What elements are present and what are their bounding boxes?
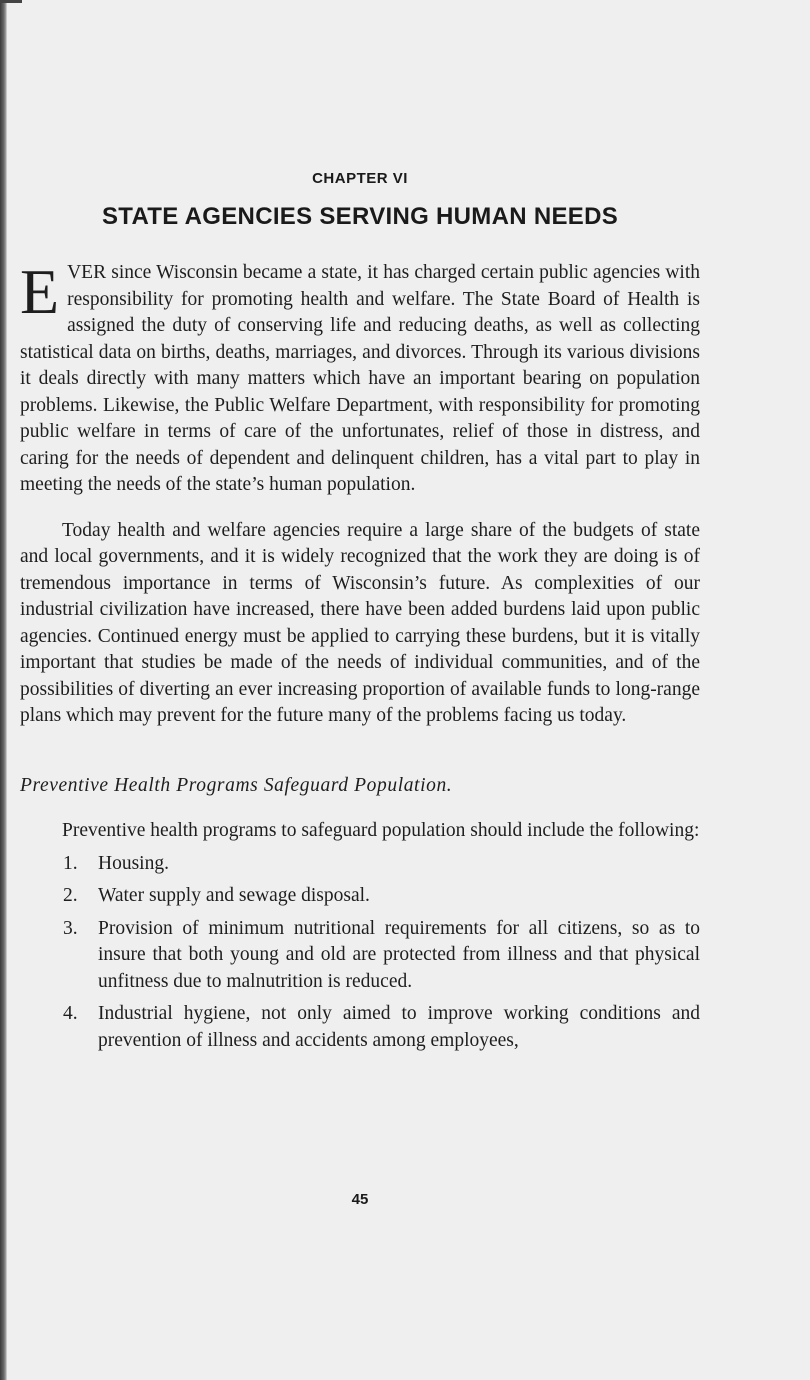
list-item-number: 4. [63,1003,78,1024]
page-number: 45 [351,1191,369,1208]
section-heading: Preventive Health Programs Safeguard Population. [20,774,453,796]
list-item [20,883,700,910]
numbered-list [20,851,700,1055]
list-item-number: 1. [63,852,78,874]
paragraph-1 [20,256,700,499]
list-item-number: 3. [63,917,78,939]
chapter-title: STATE AGENCIES SERVING HUMAN NEEDS [101,203,619,230]
chapter-label: CHAPTER VI [312,170,408,187]
list-item-number: 2. [63,885,78,906]
paragraph-2: Today health and welfare agencies require a large share of the budgets of state and local governments, and it is widely recognized that the work they are doing is of tremendous importance in terms of Wisconsin’s future. As complexities of our industrial civilization have increased, there have been added burdens laid upon public agencies. Continued energy must be applied to carrying these burdens, but it is vitally important that studies be made of the needs of individual communities, and of the possibilities of diverting an ever increasing proportion of available funds to long-range plans which may prevent for the future many of the problems facing us today. [20,519,700,726]
list-item [20,916,700,996]
binding-edge [0,0,7,1380]
list-item [20,1001,700,1054]
body-text [20,256,700,1054]
list-item [20,851,700,878]
list-item-text: Water supply and sewage disposal. [98,885,370,906]
book-page [20,0,700,1380]
list-item-text: Housing. [98,852,169,874]
list-item-text: Provision of minimum nutritional requirements for all citizens, so as to insure that both young and old are protected from illness and that physical unfitness due to malnutrition is reduced. [98,917,700,992]
binding-edge-top [0,0,22,3]
paragraph-1-text: VER since Wisconsin became a state, it has charged certain public agencies with responsibility for promoting health and welfare. The State Board of Health is assigned the duty of conserving life and reducing deaths, as well as collecting statistical data on births, deaths, marriages, and divorces. Through its various divisions it deals directly with many matters which have an important bearing on population problems. Likewise, the Public Welfare Department, with responsibility for promoting public welfare in terms of care of the unfortunates, relief of those in distress, and caring for the needs of dependent and delinquent children, has a vital part to play in meeting the needs of the state’s human population. [20,262,700,495]
list-item-text: Industrial hygiene, not only aimed to improve working conditions and prevention of illness and accidents among employees, [98,1003,700,1051]
drop-cap: E [20,256,60,327]
section-intro: Preventive health programs to safeguard population should include the following: [62,820,700,841]
